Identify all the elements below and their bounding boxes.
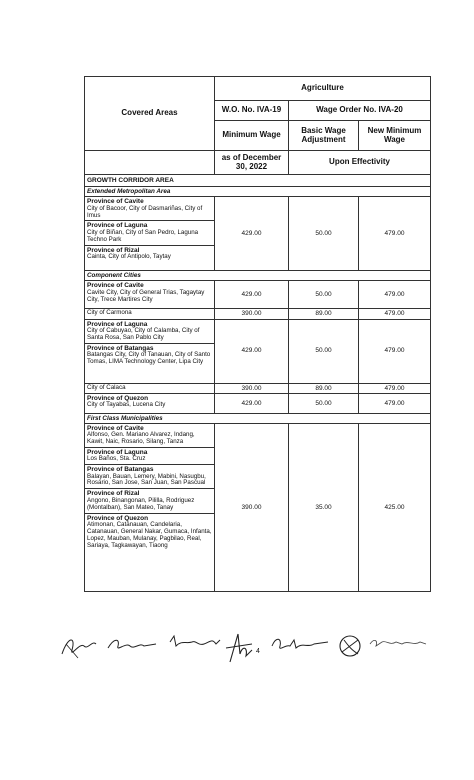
cc-carmona-new: 479.00 [359, 309, 431, 319]
signature-3 [168, 632, 222, 656]
cc-calaca-new: 479.00 [359, 383, 431, 393]
cc-carmona-adj: 89.00 [289, 309, 359, 319]
signature-1 [58, 632, 98, 662]
fcm-batangas-name: Province of Batangas [87, 466, 154, 474]
wage-table [84, 76, 431, 592]
cc-cavite-min: 429.00 [215, 281, 289, 309]
min-wage-header: Minimum Wage [215, 121, 289, 151]
signature-4 [224, 632, 254, 666]
cc-cavite-places: Cavite City, City of General Trias, Tagaytay City, Trece Martires City [87, 288, 205, 303]
growth-corridor-label: GROWTH CORRIDOR AREA [85, 175, 431, 187]
cc-calaca-adj: 89.00 [289, 383, 359, 393]
wo19-header: W.O. No. IVA-19 [215, 101, 289, 121]
emm-cavite-places: City of Bacoor, City of Dasmariñas, City of Imus [87, 204, 203, 219]
new-min-header: New Minimum Wage [359, 121, 431, 151]
signature-5 [270, 632, 330, 656]
emm-new-wage: 479.00 [359, 197, 431, 271]
cc-quezon-adj: 50.00 [289, 393, 359, 413]
cc-calaca: City of Calaca [85, 383, 215, 393]
cc-lb-adj: 50.00 [289, 319, 359, 383]
cc-batangas-places: Batangas City, City of Tanauan, City of Santo Tomas, LIMA Technology Center, Lipa City [87, 351, 211, 365]
covered-areas-header: Covered Areas [85, 77, 215, 151]
emm-laguna-places: City of Biñan, City of San Pedro, Laguna Techno Park [87, 228, 199, 243]
fcm-cavite-places: Alfonso, Gen. Mariano Alvarez, Indang, Kawit, Naic, Rosario, Silang, Tanza [87, 431, 195, 446]
cc-carmona-min: 390.00 [215, 309, 289, 319]
emm-min-wage: 429.00 [215, 197, 289, 271]
cc-cavite-new: 479.00 [359, 281, 431, 309]
cc-laguna-name: Province of Laguna [87, 320, 148, 328]
cc-quezon-places: City of Tayabas, Lucena City [87, 401, 166, 409]
cc-cavite-name: Province of Cavite [87, 282, 144, 290]
cc-cavite-adj: 50.00 [289, 281, 359, 309]
fcm-adjustment: 35.00 [289, 423, 359, 591]
fcm-rizal-places: Angono, Binangonan, Pililla, Rodriguez (Montalban), San Mateo, Tanay [87, 496, 195, 511]
wo20-header: Wage Order No. IVA-20 [289, 101, 431, 121]
agriculture-header: Agriculture [215, 77, 431, 101]
emm-rizal-name: Province of Rizal [87, 246, 140, 254]
emm-cavite-name: Province of Cavite [87, 198, 144, 206]
fcm-quezon-places: Atimonan, Catanauan, Candelaria, Catanauan, General Nakar, Gumaca, Infanta, Lopez, Mauban, Mulanay, Pagbilao, Real, Sariaya, Tagkawayan, Tiaong [87, 520, 212, 549]
fcm-laguna-name: Province of Laguna [87, 449, 148, 457]
cc-calaca-min: 390.00 [215, 383, 289, 393]
cc-carmona: City of Carmona [85, 309, 215, 319]
signature-6 [336, 632, 364, 660]
signature-7 [368, 632, 428, 654]
fcm-title: First Class Municipalities [85, 413, 431, 423]
emm-laguna-name: Province of Laguna [87, 222, 148, 230]
cc-laguna-batangas-areas [85, 319, 215, 383]
fcm-new-wage: 425.00 [359, 423, 431, 591]
fcm-quezon-name: Province of Quezon [87, 514, 149, 522]
cc-quezon-name: Province of Quezon [87, 394, 149, 402]
emm-title: Extended Metropolitan Area [85, 187, 431, 197]
emm-areas [85, 197, 215, 271]
upon-effectivity-header: Upon Effectivity [289, 151, 431, 175]
fcm-rizal-name: Province of Rizal [87, 490, 140, 498]
cc-quezon-min: 429.00 [215, 393, 289, 413]
emm-adjustment: 50.00 [289, 197, 359, 271]
as-of-header: as of December 30, 2022 [215, 151, 289, 175]
fcm-areas [85, 423, 215, 591]
basic-adj-header: Basic Wage Adjustment [289, 121, 359, 151]
fcm-batangas-places: Balayan, Bauan, Lemery, Mabini, Nasugbu, Rosario, San Jose, San Juan, San Pascual [87, 472, 206, 487]
fcm-min-wage: 390.00 [215, 423, 289, 591]
cc-batangas-name: Province of Batangas [87, 344, 154, 352]
cc-lb-new: 479.00 [359, 319, 431, 383]
fcm-laguna-places: Los Baños, Sta. Cruz [87, 455, 146, 463]
page-number: 4 [256, 648, 260, 655]
cc-quezon-new: 479.00 [359, 393, 431, 413]
cc-laguna-places: City of Cabuyao, City of Calamba, City of Santa Rosa, San Pablo City [87, 326, 200, 341]
cc-cavite-areas [85, 281, 215, 309]
signature-2 [106, 632, 158, 656]
emm-rizal-places: Cainta, City of Antipolo, Taytay [87, 252, 171, 260]
cc-quezon-areas [85, 393, 215, 413]
fcm-cavite-name: Province of Cavite [87, 424, 144, 432]
cc-title: Component Cities [85, 271, 431, 281]
cc-lb-min: 429.00 [215, 319, 289, 383]
